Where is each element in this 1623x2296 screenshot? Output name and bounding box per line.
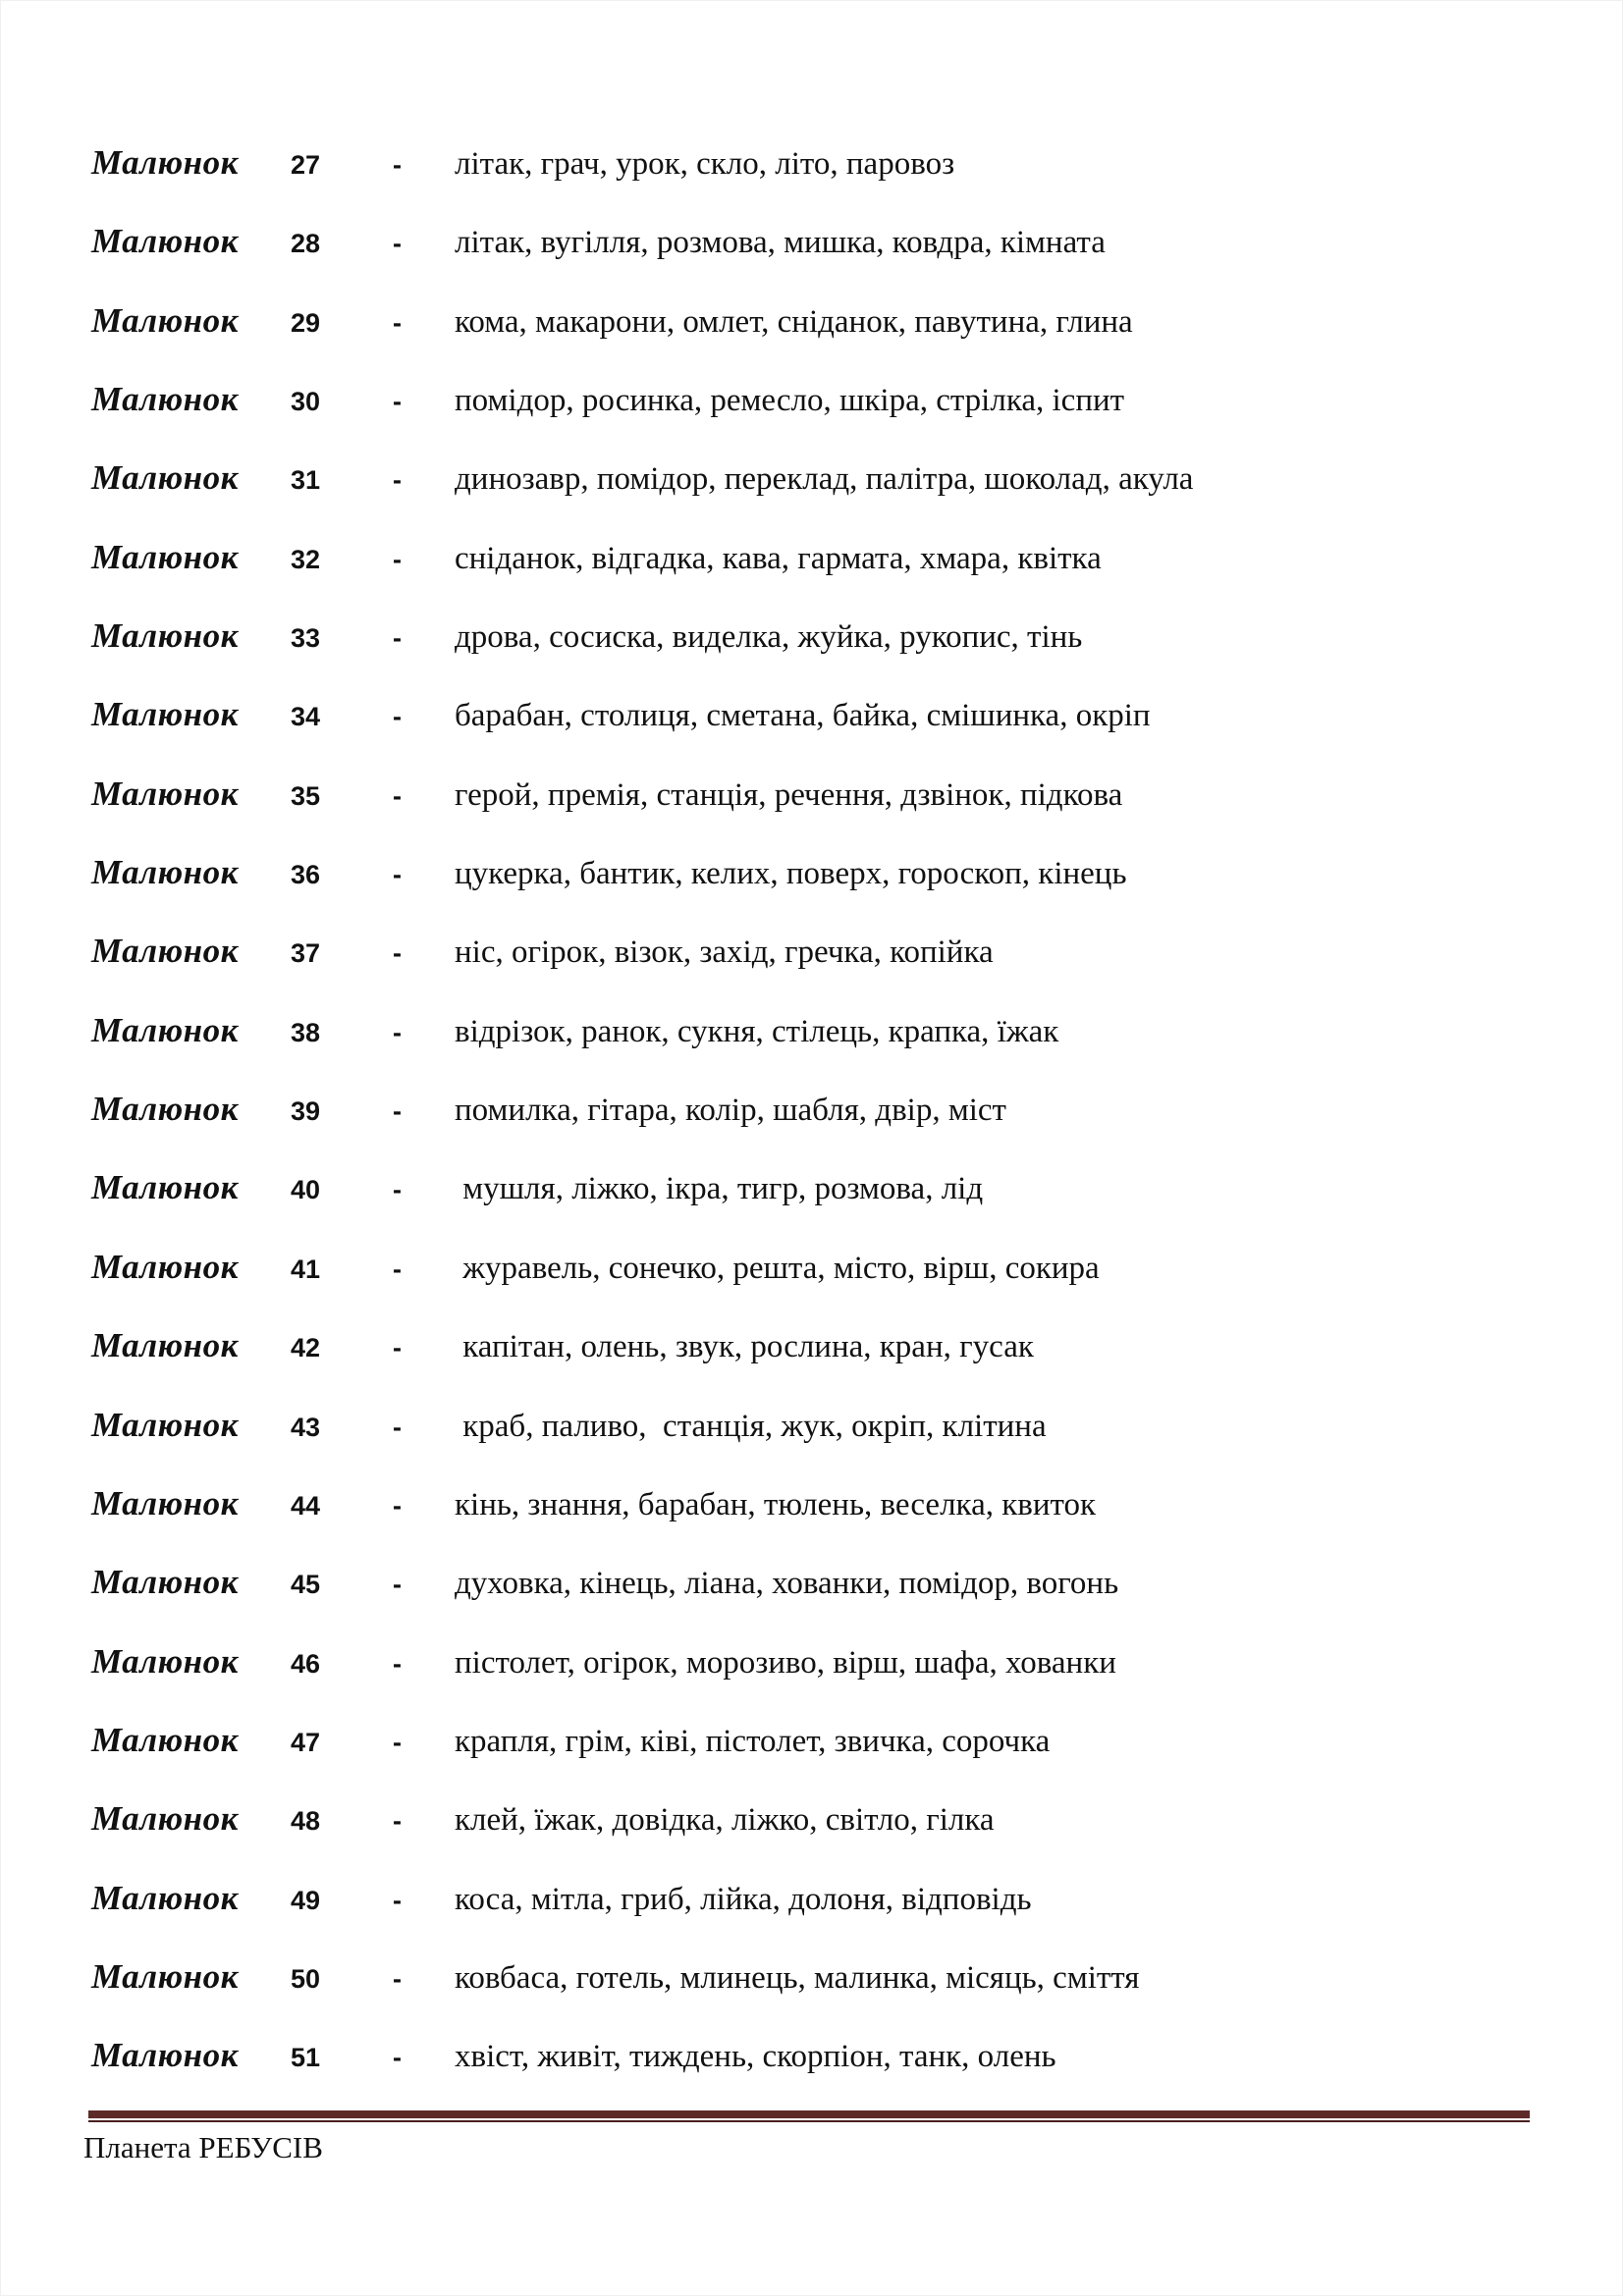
- figure-label: Малюнок: [91, 774, 239, 813]
- figure-words: відрізок, ранок, сукня, стілець, крапка, їжак: [455, 1013, 1059, 1049]
- figure-number: 36: [291, 860, 321, 890]
- figure-words: ковбаса, готель, млинець, малинка, місяць, сміття: [455, 1959, 1140, 1996]
- list-item: [91, 1406, 1564, 1484]
- list-item: [91, 2036, 1564, 2114]
- dash-separator: -: [393, 150, 402, 180]
- dash-separator: -: [393, 544, 402, 574]
- dash-separator: -: [393, 1412, 402, 1442]
- list-item: [91, 1642, 1564, 1721]
- figure-label: Малюнок: [91, 1483, 239, 1522]
- figure-label: Малюнок: [91, 616, 239, 656]
- figure-label: Малюнок: [91, 1405, 239, 1444]
- list-item: [91, 458, 1564, 537]
- figure-words: ніс, огірок, візок, захід, гречка, копійка: [455, 934, 994, 971]
- figure-number: 37: [291, 938, 321, 969]
- figure-words: помідор, росинка, ремесло, шкіра, стрілка, іспит: [455, 383, 1125, 419]
- figure-number: 50: [291, 1963, 321, 1994]
- list-item: [91, 538, 1564, 616]
- list-item: [91, 1563, 1564, 1641]
- figure-label: Малюнок: [91, 932, 239, 971]
- figure-label: Малюнок: [91, 1326, 239, 1365]
- figure-label: Малюнок: [91, 1090, 239, 1129]
- dash-separator: -: [393, 1490, 402, 1521]
- list-item: [91, 380, 1564, 458]
- figure-label: Малюнок: [91, 380, 239, 419]
- figure-number: 47: [291, 1727, 321, 1757]
- figure-number: 46: [291, 1648, 321, 1679]
- footer-divider-thin-line: [88, 2120, 1530, 2122]
- dash-separator: -: [393, 938, 402, 969]
- figure-label: Малюнок: [91, 537, 239, 576]
- figure-words: барабан, столиця, сметана, байка, смішинка, окріп: [455, 698, 1151, 734]
- dash-separator: -: [393, 1806, 402, 1837]
- figure-number: 43: [291, 1412, 321, 1442]
- figure-number: 44: [291, 1490, 321, 1521]
- dash-separator: -: [393, 229, 402, 259]
- figure-number: 51: [291, 2043, 321, 2073]
- list-item: [91, 301, 1564, 380]
- list-item: [91, 1484, 1564, 1563]
- list-item: [91, 1090, 1564, 1168]
- figure-number: 29: [291, 307, 321, 338]
- dash-separator: -: [393, 1648, 402, 1679]
- figure-words: кома, макарони, омлет, сніданок, павутина, глина: [455, 303, 1133, 340]
- figure-words: клей, їжак, довідка, ліжко, світло, гілка: [455, 1802, 995, 1839]
- list-item: [91, 932, 1564, 1010]
- dash-separator: -: [393, 1570, 402, 1600]
- figure-words: цукерка, бантик, келих, поверх, гороскоп, кінець: [455, 856, 1127, 892]
- figure-words: герой, премія, станція, речення, дзвінок, підкова: [455, 776, 1123, 813]
- figure-label: Малюнок: [91, 2036, 239, 2075]
- figure-label: Малюнок: [91, 458, 239, 498]
- list-item: [91, 1011, 1564, 1090]
- figure-words: літак, вугілля, розмова, мишка, ковдра, кімната: [455, 225, 1106, 261]
- figure-label: Малюнок: [91, 1010, 239, 1049]
- list-item: [91, 1799, 1564, 1878]
- figure-words: кінь, знання, барабан, тюлень, веселка, квиток: [455, 1486, 1097, 1522]
- list-item: [91, 774, 1564, 853]
- dash-separator: -: [393, 2043, 402, 2073]
- figure-number: 30: [291, 387, 321, 417]
- figure-number: 48: [291, 1806, 321, 1837]
- figure-number: 27: [291, 150, 321, 180]
- figure-words: хвіст, живіт, тиждень, скорпіон, танк, олень: [455, 2039, 1056, 2075]
- dash-separator: -: [393, 860, 402, 890]
- figure-words: літак, грач, урок, скло, літо, паровоз: [455, 146, 955, 182]
- figure-list: [91, 143, 1564, 2115]
- dash-separator: -: [393, 387, 402, 417]
- footer-divider-thick-line: [88, 2110, 1530, 2118]
- list-item: [91, 1248, 1564, 1326]
- figure-label: Малюнок: [91, 300, 239, 340]
- figure-label: Малюнок: [91, 1563, 239, 1602]
- figure-label: Малюнок: [91, 1956, 239, 1996]
- figure-label: Малюнок: [91, 143, 239, 182]
- dash-separator: -: [393, 702, 402, 732]
- dash-separator: -: [393, 780, 402, 811]
- figure-words: духовка, кінець, ліана, хованки, помідор, вогонь: [455, 1566, 1119, 1602]
- figure-number: 38: [291, 1017, 321, 1047]
- list-item: [91, 1326, 1564, 1405]
- list-item: [91, 616, 1564, 695]
- figure-label: Малюнок: [91, 1799, 239, 1839]
- list-item: [91, 1721, 1564, 1799]
- figure-number: 34: [291, 702, 321, 732]
- figure-label: Малюнок: [91, 1641, 239, 1681]
- dash-separator: -: [393, 1254, 402, 1284]
- dash-separator: -: [393, 1727, 402, 1757]
- figure-number: 28: [291, 229, 321, 259]
- list-item: [91, 222, 1564, 300]
- list-item: [91, 1168, 1564, 1247]
- dash-separator: -: [393, 1017, 402, 1047]
- list-item: [91, 1879, 1564, 1957]
- figure-number: 31: [291, 465, 321, 496]
- dash-separator: -: [393, 1175, 402, 1205]
- dash-separator: -: [393, 1963, 402, 1994]
- dash-separator: -: [393, 1885, 402, 1915]
- footer-text: Планета РЕБУСІВ: [83, 2130, 323, 2164]
- list-item: [91, 853, 1564, 932]
- figure-words: пістолет, огірок, морозиво, вірш, шафа, хованки: [455, 1644, 1116, 1681]
- figure-number: 32: [291, 544, 321, 574]
- figure-number: 40: [291, 1175, 321, 1205]
- figure-words: журавель, сонечко, решта, місто, вірш, сокира: [455, 1250, 1100, 1286]
- dash-separator: -: [393, 1096, 402, 1127]
- dash-separator: -: [393, 1333, 402, 1363]
- figure-number: 33: [291, 623, 321, 654]
- figure-label: Малюнок: [91, 222, 239, 261]
- figure-words: коса, мітла, гриб, лійка, долоня, відповідь: [455, 1881, 1032, 1917]
- figure-number: 41: [291, 1254, 321, 1284]
- figure-words: помилка, гітара, колір, шабля, двір, міст: [455, 1093, 1006, 1129]
- footer-divider: [88, 2110, 1530, 2122]
- figure-words: краб, паливо, станція, жук, окріп, клітина: [455, 1408, 1047, 1444]
- figure-words: мушля, ліжко, ікра, тигр, розмова, лід: [455, 1171, 984, 1207]
- figure-words: капітан, олень, звук, рослина, кран, гусак: [455, 1329, 1034, 1365]
- dash-separator: -: [393, 307, 402, 338]
- figure-number: 45: [291, 1570, 321, 1600]
- list-item: [91, 695, 1564, 774]
- figure-number: 49: [291, 1885, 321, 1915]
- figure-number: 35: [291, 780, 321, 811]
- figure-number: 42: [291, 1333, 321, 1363]
- list-item: [91, 143, 1564, 222]
- figure-label: Малюнок: [91, 1168, 239, 1207]
- list-item: [91, 1957, 1564, 2036]
- figure-number: 39: [291, 1096, 321, 1127]
- figure-words: сніданок, відгадка, кава, гармата, хмара, квітка: [455, 540, 1102, 576]
- figure-words: дрова, сосиска, виделка, жуйка, рукопис, тінь: [455, 619, 1083, 656]
- figure-words: динозавр, помідор, переклад, палітра, шоколад, акула: [455, 461, 1194, 498]
- figure-label: Малюнок: [91, 1247, 239, 1286]
- figure-words: крапля, грім, ківі, пістолет, звичка, сорочка: [455, 1723, 1051, 1759]
- dash-separator: -: [393, 623, 402, 654]
- figure-label: Малюнок: [91, 1720, 239, 1759]
- figure-label: Малюнок: [91, 853, 239, 892]
- figure-label: Малюнок: [91, 1878, 239, 1917]
- figure-label: Малюнок: [91, 695, 239, 734]
- dash-separator: -: [393, 465, 402, 496]
